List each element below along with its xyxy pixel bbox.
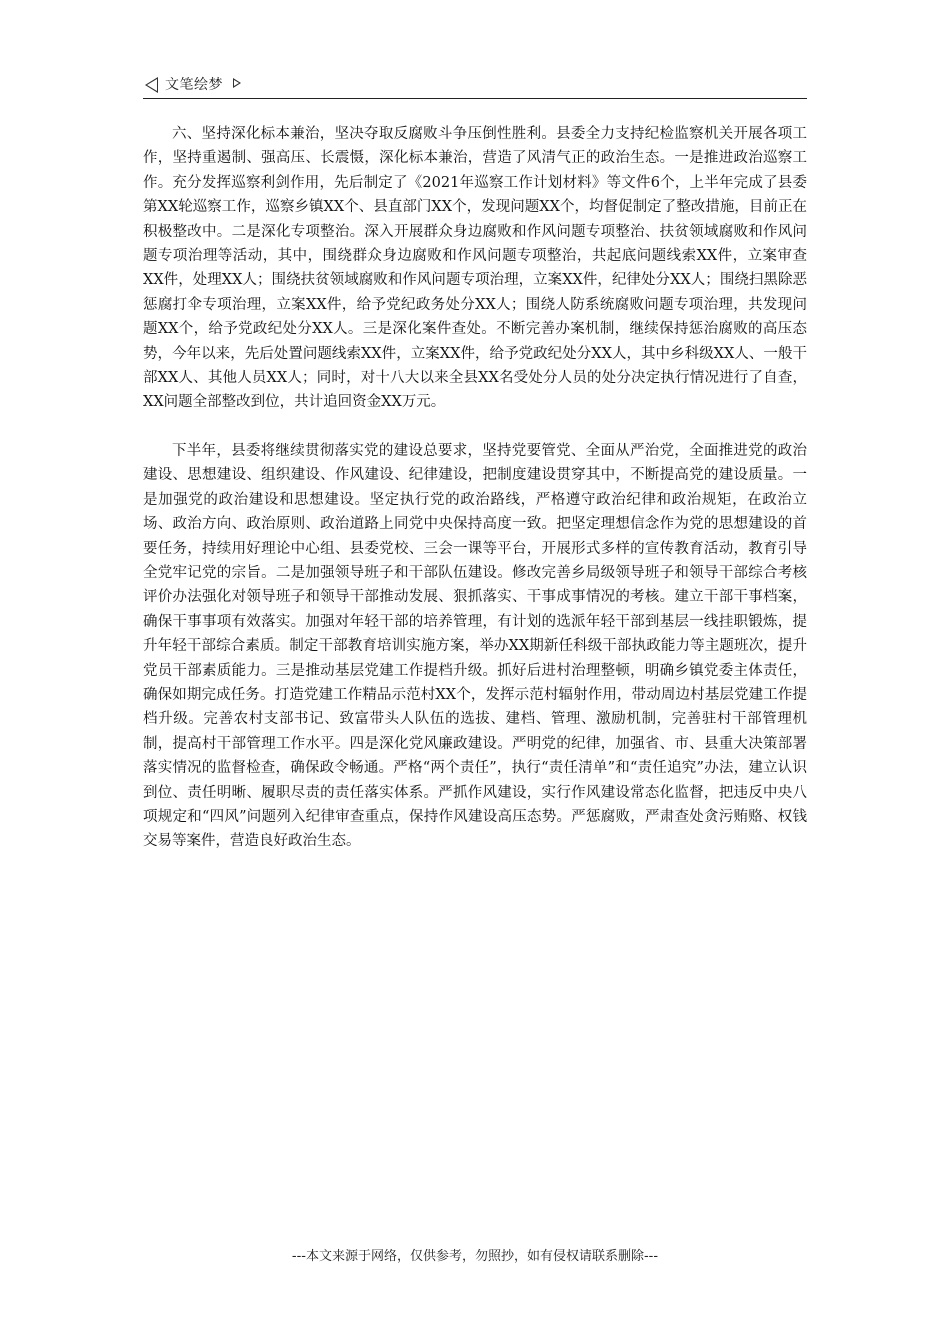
paragraph-second-half-plan: 下半年，县委将继续贯彻落实党的建设总要求，坚持党要管党、全面从严治党，全面推进党的政治建设、思想建设、组织建设、作风建设、纪律建设，把制度建设贯穿其中，不断提高党的建设质量。一是加强党的政治建设和思想建设。坚定执行党的政治路线，严格遵守政治纪律和政治规矩，在政治立场、政治方向、政治原则、政治道路上同党中央保持高度一致。把坚定理想信念作为党的思想建设的首要任务，持续用好理论中心组、县委党校、三会一课等平台，开展形式多样的宣传教育活动，教育引导全党牢记党的宗旨。二是加强领导班子和干部队伍建设。修改完善乡局级领导班子和领导干部综合考核评价办法强化对领导班子和领导干部推动发展、狠抓落实、干事成事情况的考核。建立干部干事档案，确保干事事项有效落实。加强对年轻干部的培养管理，有计划的选派年轻干部到基层一线挂职锻炼，提升年轻干部综合素质。制定干部教育培训实施方案，举办XX期新任科级干部执政能力等主题班次，提升党员干部素质能力。三是推动基层党建工作提档升级。抓好后进村治理整顿，明确乡镇党委主体责任，确保如期完成任务。打造党建工作精品示范村XX个，发挥示范村辐射作用，带动周边村基层党建工作提档升级。完善农村支部书记、致富带头人队伍的选拔、建档、管理、激励机制，完善驻村干部管理机制，提高村干部管理工作水平。四是深化党风廉政建设。严明党的纪律，加强省、市、县重大决策部署落实情况的监督检查，确保政令畅通。严格“两个责任”，执行“责任清单”和“责任追究”办法，建立认识到位、责任明晰、履职尽责的责任落实体系。严抓作风建设，实行作风建设常态化监督，把违反中央八项规定和“四风”问题列入纪律审查重点，保持作风建设高压态势。严惩腐败，严肃查处贪污贿赂、权钱交易等案件，营造良好政治生态。 — [143, 442, 807, 850]
triangle-right-outline-icon — [233, 78, 241, 88]
page-header — [143, 74, 807, 99]
triangle-left-outline-icon — [145, 77, 158, 93]
document-body — [143, 122, 807, 854]
paragraph-anticorruption: 六、坚持深化标本兼治，坚决夺取反腐败斗争压倒性胜利。县委全力支持纪检监察机关开展各项工作，坚持重遏制、强高压、长震慑，深化标本兼治，营造了风清气正的政治生态。一是推进政治巡察工作。充分发挥巡察利剑作用，先后制定了《2021年巡察工作计划材料》等文件6个，上半年完成了县委第XX轮巡察工作，巡察乡镇XX个、县直部门XX个，发现问题XX个，均督促制定了整改措施，目前正在积极整改中。二是深化专项整治。深入开展群众身边腐败和作风问题专项整治、扶贫领域腐败和作风问题专项治理等活动，其中，围绕群众身边腐败和作风问题专项整治，共起底问题线索XX件，立案审查XX件，处理XX人；围绕扶贫领域腐败和作风问题专项治理，立案XX件，纪律处分XX人；围绕扫黑除恶惩腐打伞专项治理，立案XX件，给予党纪政务处分XX人；围绕人防系统腐败问题专项治理，共发现问题XX个，给予党政纪处分XX人。三是深化案件查处。不断完善办案机制，继续保持惩治腐败的高压态势，今年以来，先后处置问题线索XX件，立案XX件，给予党政纪处分XX人，其中乡科级XX人、一般干部XX人、其他人员XX人；同时，对十八大以来全县XX名受处分人员的处分决定执行情况进行了自查，XX问题全部整改到位，共计追回资金XX万元。 — [143, 126, 807, 411]
header-brand: 文笔绘梦 — [165, 77, 223, 93]
footer-disclaimer: ---本文来源于网络，仅供参考，勿照抄，如有侵权请联系删除--- — [291, 1249, 659, 1264]
